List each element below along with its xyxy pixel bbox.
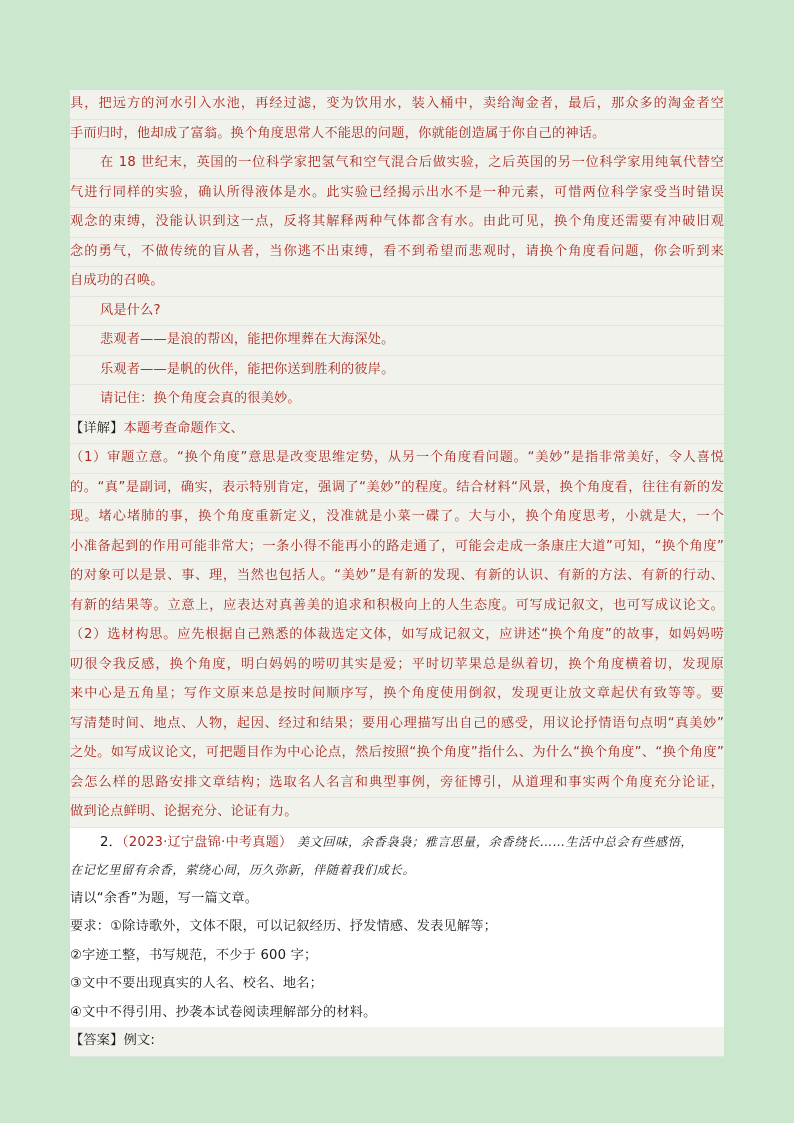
answer-heading	[70, 1027, 724, 1057]
analysis-line: 写清楚时间、地点、人物，起因、经过和结果；要用心理描写出自己的感受，用议论抒情语句点明“真美妙”	[70, 710, 724, 740]
answer-label: 【答案】	[70, 1033, 124, 1048]
essay-line: 风是什么?	[70, 297, 724, 327]
essay-line: 观念的束缚，没能认识到这一点，反将其解释两种气体都含有水。由此可见，换个角度还需要有冲破旧观	[70, 208, 724, 238]
question-requirement: ②字迹工整，书写规范，不少于 600 字；	[70, 942, 724, 971]
essay-line: 在 18 世纪末，英国的一位科学家把氢气和空气混合后做实验，之后英国的另一位科学家用纯氧代替空	[70, 149, 724, 179]
analysis-line: 叨很令我反感，换个角度，明白妈妈的唠叨其实是爱；平时切苹果总是纵着切，换个角度横着切，发现原	[70, 651, 724, 681]
answer-text: 例文:	[123, 1033, 155, 1048]
analysis-line: 有新的结果等。立意上，应表达对真善美的追求和积极向上的人生态度。可写成记叙文，也可写成议论文。	[70, 592, 724, 622]
question-material-line	[70, 856, 724, 885]
analysis-line: 现。堵心堵肺的事，换个角度重新定义，没准就是小菜一碟了。大与小，换个角度思考，小就是大，一个	[70, 503, 724, 533]
analysis-line: 做到论点鲜明、论据充分、论证有力。	[70, 798, 724, 828]
essay-line: 具，把远方的河水引入水池，再经过滤，变为饮用水，装入桶中，卖给淘金者，最后，那众多的淘金者空	[70, 90, 724, 120]
essay-line: 请记住：换个角度会真的很美妙。	[70, 385, 724, 415]
question-number: 2．	[100, 834, 122, 850]
essay-line: 悲观者——是浪的帮凶，能把你埋葬在大海深处。	[70, 326, 724, 356]
question-requirement: ④文中不得引用、抄袭本试卷阅读理解部分的材料。	[70, 999, 724, 1028]
essay-line: 气进行同样的实验，确认所得液体是水。此实验已经揭示出水不是一种元素，可惜两位科学家受当时错误	[70, 179, 724, 209]
analysis-line: 会怎么样的思路安排文章结构；选取名人名言和典型事例，旁征博引，从道理和事实两个角度充分论证，	[70, 769, 724, 799]
question-prompt: 请以“余香”为题，写一篇文章。	[70, 885, 724, 914]
analysis-line: 的对象可以是景、事、理，当然也包括人。“美妙”是有新的发现、有新的认识、有新的方法、有新的行动、	[70, 562, 724, 592]
question-requirement: 要求：①除诗歌外，文体不限，可以记叙经历、抒发情感、发表见解等；	[70, 913, 724, 942]
question-material: 在记忆里留有余香，萦绕心间，历久弥新，伴随着我们成长。	[70, 863, 416, 877]
analysis-heading	[70, 415, 724, 445]
analysis-line: 小准备起到的作用可能非常大；一条小得不能再小的路走通了，可能会走成一条康庄大道”可知，“换个角度”	[70, 533, 724, 563]
question-header	[70, 828, 724, 857]
analysis-label: 【详解】	[70, 420, 124, 436]
analysis-line: 之处。如写成议论文，可把题目作为中心论点，然后按照“换个角度”指什么、为什么“换个角度”、“换个角度”	[70, 739, 724, 769]
analysis-line: （2）选材构思。应先根据自己熟悉的体裁选定文体，如写成记叙文，应讲述“换个角度”的故事，如妈妈唠	[70, 621, 724, 651]
essay-line: 乐观者——是帆的伙伴，能把你送到胜利的彼岸。	[70, 356, 724, 386]
analysis-line: 来中心是五角星；写作文原来总是按时间顺序写，换个角度使用倒叙，发现更让放文章起伏有致等等。要	[70, 680, 724, 710]
essay-line: 自成功的召唤。	[70, 267, 724, 297]
essay-line: 念的勇气，不做传统的盲从者，当你逃不出束缚，看不到希望而悲观时，请换个角度看问题，你会听到来	[70, 238, 724, 268]
essay-line: 手而归时，他却成了富翁。换个角度思常人不能思的问题，你就能创造属于你自己的神话。	[70, 120, 724, 150]
document-page	[70, 90, 724, 1057]
analysis-line: （1）审题立意。“换个角度”意思是改变思维定势，从另一个角度看问题。“美妙”是指非常美好，令人喜悦	[70, 444, 724, 474]
question-source: （2023·辽宁盘锦·中考真题）	[121, 834, 293, 850]
analysis-intro: 本题考查命题作文、	[123, 420, 245, 436]
question-requirement: ③文中不要出现真实的人名、校名、地名；	[70, 970, 724, 999]
question-material: 美文回味，余香袅袅；雅言思量，余香绕长……生活中总会有些感悟，	[296, 834, 694, 849]
analysis-line: 的。“真”是副词，确实，表示特别肯定，强调了“美妙”的程度。结合材料“风景，换个角度看，往往有新的发	[70, 474, 724, 504]
